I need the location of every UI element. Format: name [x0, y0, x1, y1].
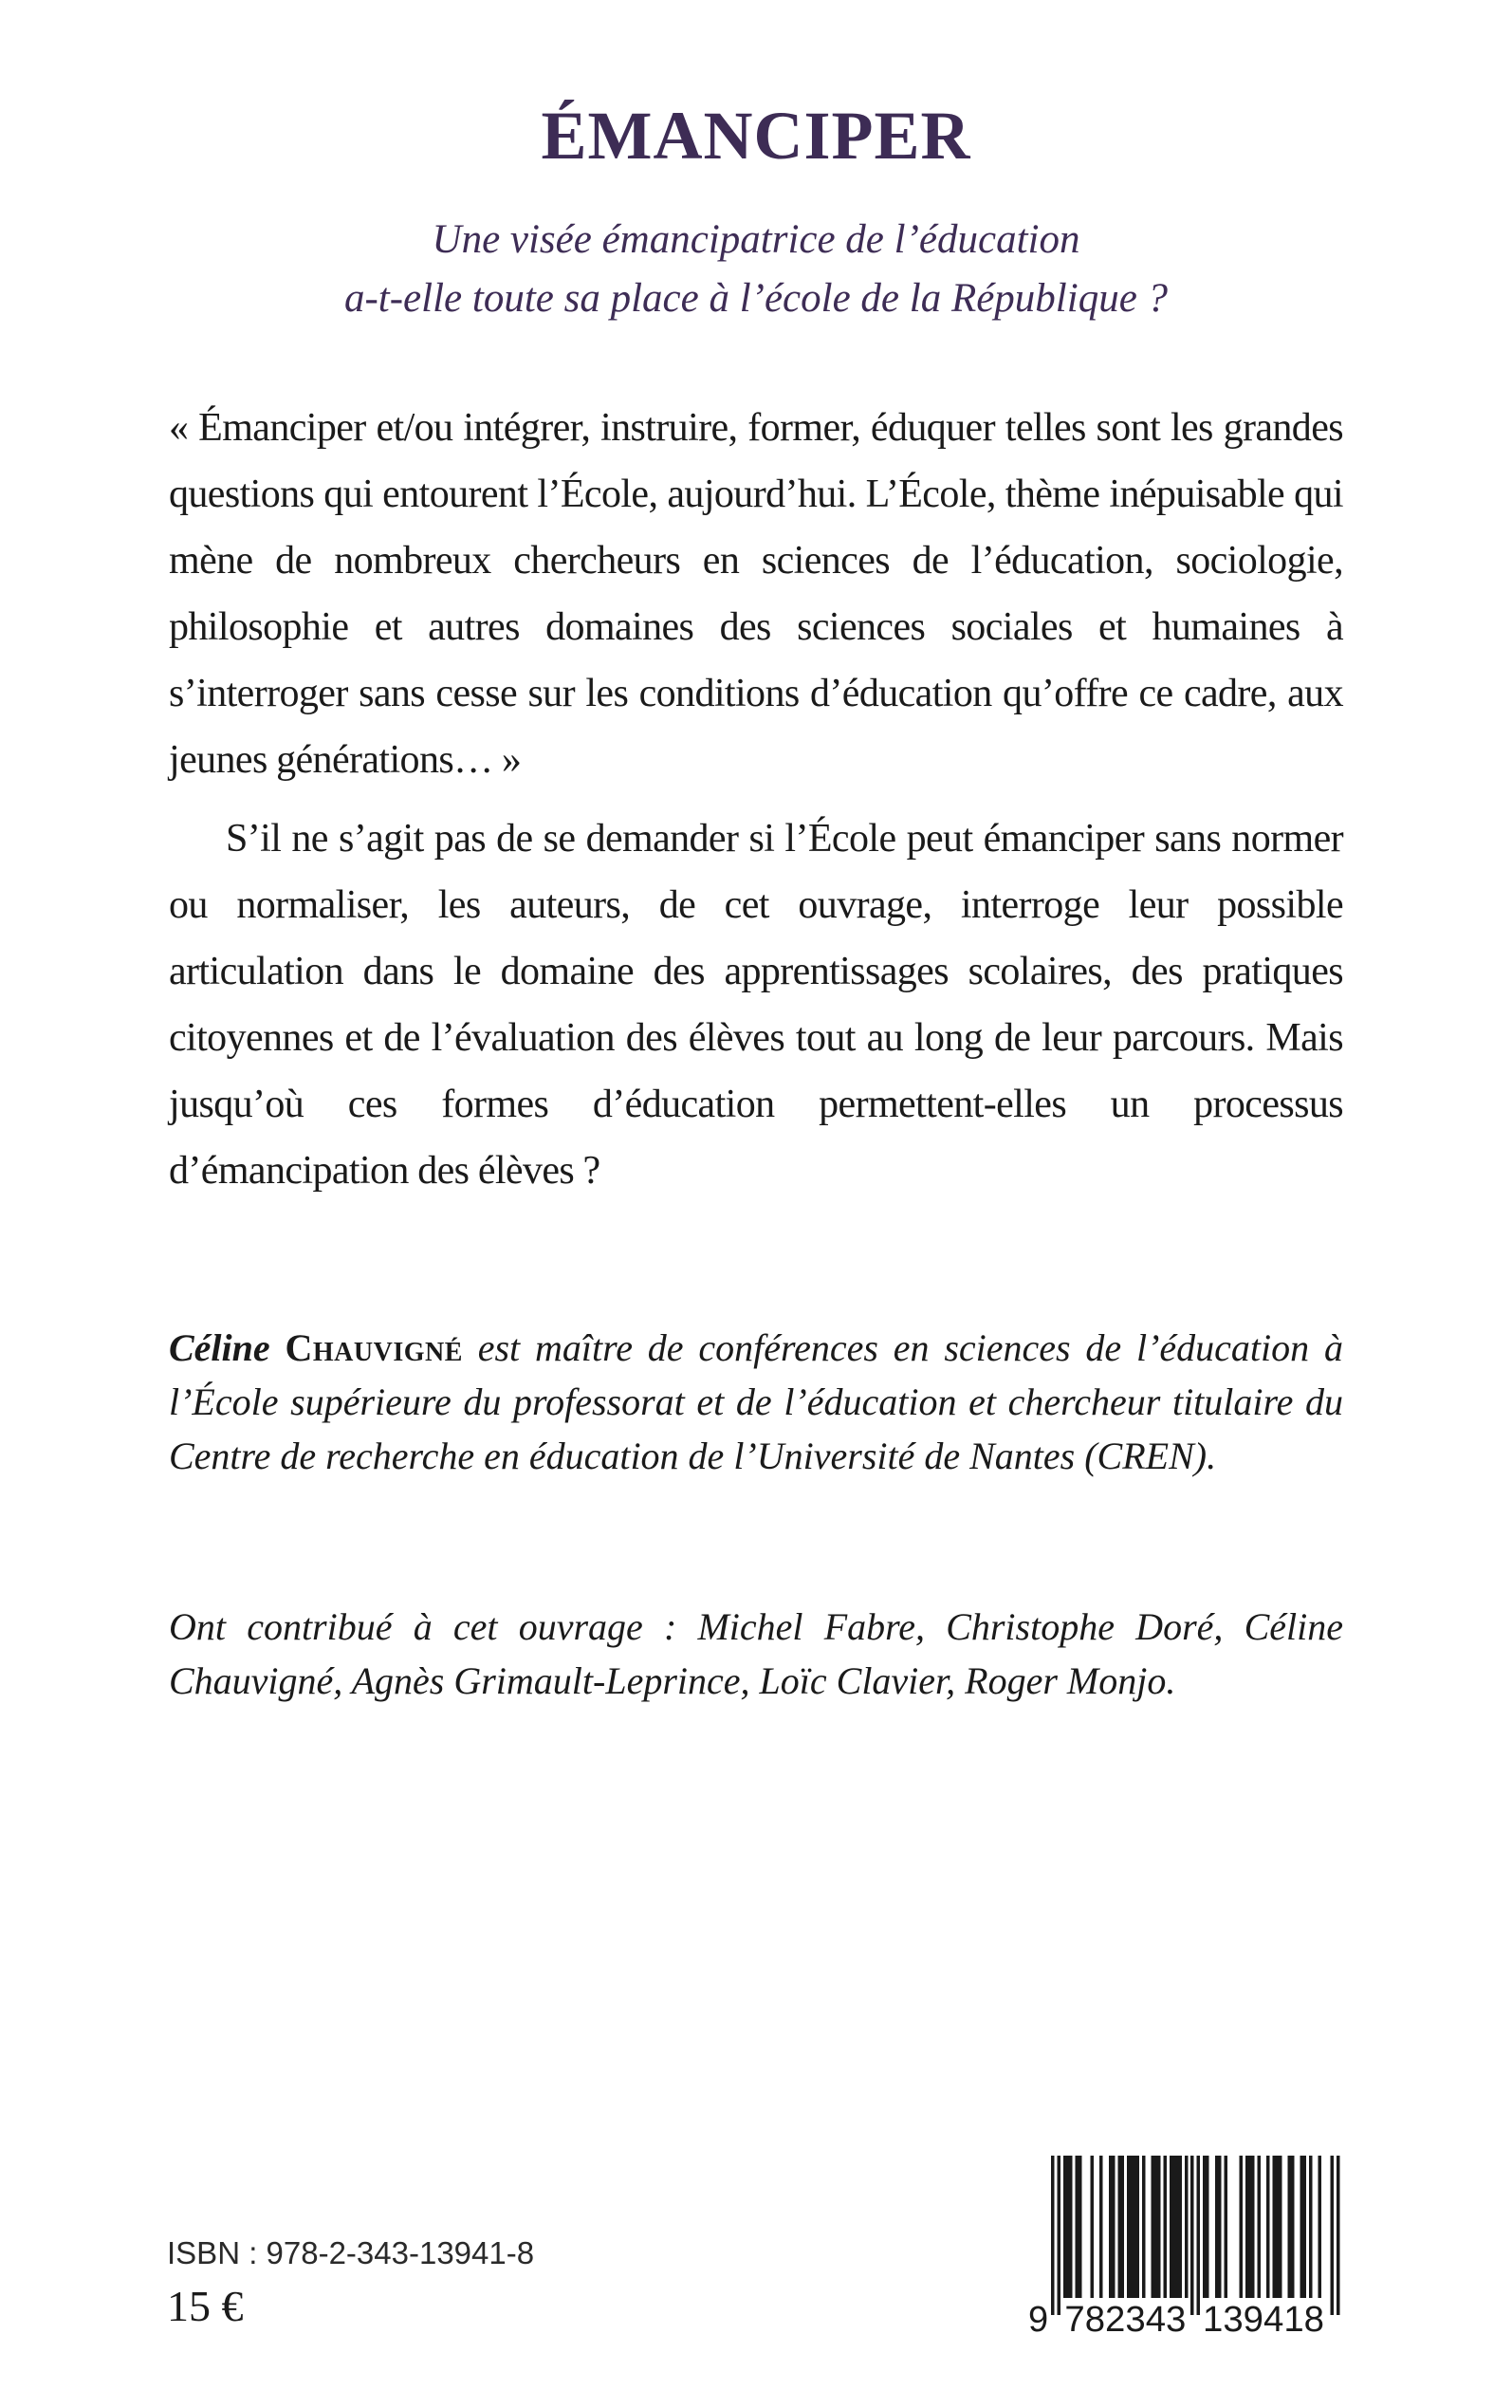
author-first-name: Céline: [169, 1326, 286, 1369]
synopsis-paragraph: S’il ne s’agit pas de se demander si l’École peut émanciper sans normer ou normaliser, les auteurs, de cet ouvrage, interroge leur possible articulation dans le domaine des apprentissages scolaires, des pratiques citoyennes et de l’évaluation des élèves tout au long de leur parcours. Mais jusqu’où ces formes d’éducation permettent-elles un processus d’émancipation des élèves ?: [169, 817, 1343, 1193]
svg-text:782343: 782343: [1064, 2300, 1187, 2340]
ean13-barcode: [1024, 2156, 1347, 2341]
author-bio-text: est maître de conférences en sciences de l’éducation à l’École supérieure du professorat et de l’éducation et chercheur titulaire du Centre de recherche en éducation de l’Université de Nantes (CREN).: [169, 1326, 1343, 1477]
book-subtitle-line1: Une visée émancipatrice de l’éducation: [432, 217, 1080, 262]
quote-paragraph: « Émanciper et/ou intégrer, instruire, former, éduquer telles sont les grandes questions qui entourent l’École, aujourd’hui. L’École, thème inépuisable qui mène de nombreux chercheurs en sciences de l’éducation, sociologie, philosophie et autres domaines des sciences sociales et humaines à s’interroger sans cesse sur les conditions d’éducation qu’offre ce cadre, aux jeunes générations… »: [169, 406, 1343, 782]
price-text: 15 €: [167, 2282, 244, 2330]
svg-text:139418: 139418: [1203, 2300, 1324, 2340]
isbn-text: ISBN : 978-2-343-13941-8: [167, 2235, 535, 2270]
svg-text:9: 9: [1028, 2300, 1049, 2340]
book-subtitle: [0, 211, 1512, 328]
book-subtitle-line2: a-t-elle toute sa place à l’école de la République ?: [343, 276, 1169, 321]
book-title: ÉMANCIPER: [541, 98, 971, 174]
author-last-name: Chauvigné: [285, 1326, 463, 1369]
author-bio-paragraph: [169, 1321, 1343, 1483]
contributors-paragraph: Ont contribué à cet ouvrage : Michel Fabre, Christophe Doré, Céline Chauvigné, Agnès Grimault-Leprince, Loïc Clavier, Roger Monjo.: [169, 1605, 1343, 1702]
ean13-barcode-svg: [1024, 2156, 1347, 2341]
